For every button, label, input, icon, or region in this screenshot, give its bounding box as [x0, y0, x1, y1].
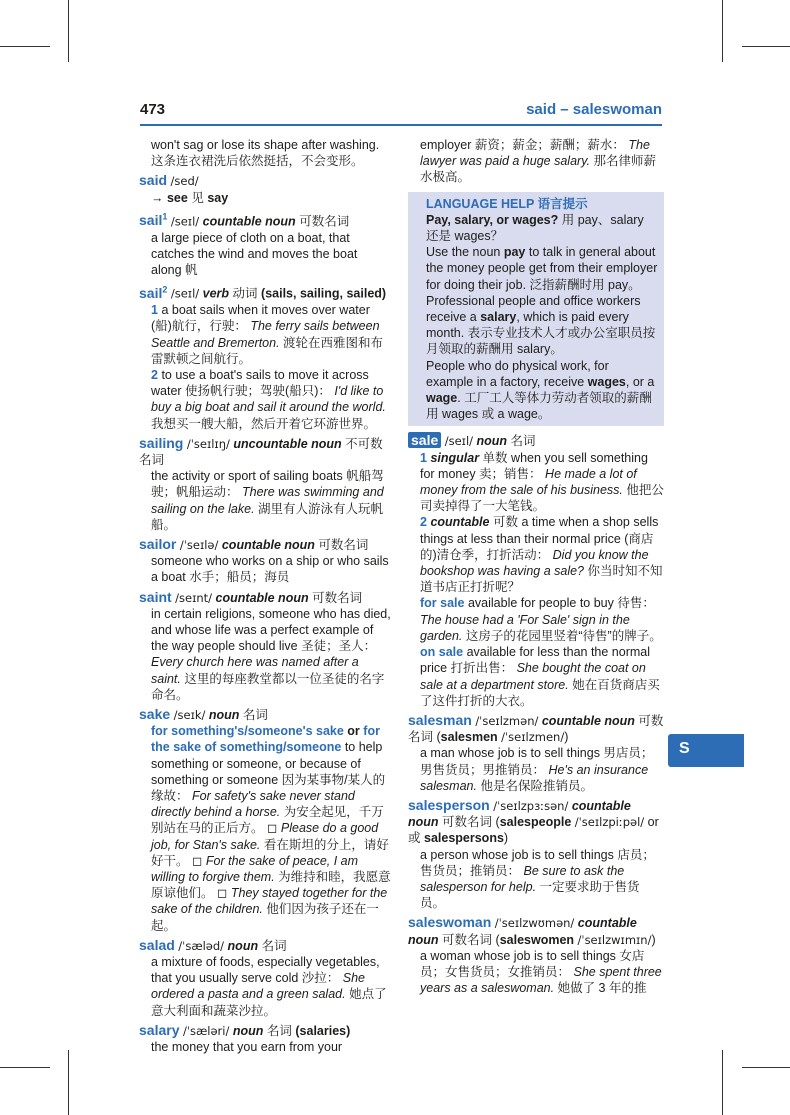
example: He made a lot of money from the sale of his business.: [420, 466, 637, 498]
definition: employer 薪资；薪金；薪酬；薪水：: [420, 138, 625, 152]
headword: salad: [139, 936, 175, 953]
arrow-icon: →: [151, 190, 164, 205]
word-class-zh: 动词: [232, 286, 258, 301]
word-class: countable noun: [408, 798, 631, 830]
pronunciation: /ˈseɪlə/: [179, 537, 219, 552]
word-class: noun: [208, 708, 240, 723]
definition: to use a boat's sails to move it across water 使扬帆行驶；驾驶(船只)：: [151, 367, 369, 399]
word-class: noun: [227, 938, 259, 953]
word-class: noun: [476, 434, 508, 449]
example: The ferry sails between Seattle and Bremerton.: [151, 319, 380, 350]
see-label: see: [166, 190, 188, 205]
pronunciation: /seɪl/: [444, 434, 474, 449]
definition: available for less than the normal price 打折出售：: [420, 645, 650, 676]
example-translation: 为安全起见，千万别站在马的正后方。: [151, 805, 384, 836]
example-translation: 湖里有人游泳有人玩帆船。: [151, 501, 384, 532]
or-label: or: [347, 724, 360, 739]
language-help-paragraph: People who do physical work, for example in a factory, receive wages, or a wage. 工厂工人等体力劳动者领取的薪酬用 wages 或 a wage。: [426, 358, 655, 422]
entry-said: [139, 172, 391, 205]
inflections: (salesmen /ˈseɪlzmen/): [436, 730, 569, 745]
pronunciation: /ˈseɪlzmən/: [475, 713, 539, 728]
headword: salesperson: [408, 796, 490, 813]
language-help-box: [408, 192, 664, 427]
sense-number: 2: [151, 367, 158, 382]
word-class: uncountable noun: [233, 436, 342, 451]
pronunciation: /ˈseɪlzwʊmən/: [494, 916, 575, 931]
continuation-text: [408, 137, 664, 186]
headword: sail$^1$: [139, 211, 168, 229]
headword: said: [139, 172, 168, 189]
definition: to help something or someone, or because of something or someone 因为某事物/某人的缘故：: [151, 740, 386, 804]
entry-sail-2: [139, 281, 391, 431]
continuation-text: won't sag or lose its shape after washing. 这条连衣裙洗后依然挺括，不会变形。: [151, 138, 380, 169]
entry-sale: [408, 432, 664, 708]
definition: someone who works on a ship or who sails a boat 水手；船员；海员: [151, 554, 389, 585]
word-class: verb: [202, 286, 230, 301]
sense-number: 2: [420, 515, 427, 530]
definition: a man whose job is to sell things 男店员；男售货员；男推销员：: [420, 746, 654, 777]
inflections: (sails, sailing, sailed): [261, 286, 387, 301]
pronunciation: /ˈseɪlzpɜːsən/: [493, 798, 569, 813]
crop-mark: [0, 46, 50, 47]
headword: salesman: [408, 711, 472, 728]
example: Please do a good job, for Stan's sake.: [151, 821, 379, 852]
example-translation: 看在斯坦的分上，请好好干。: [151, 837, 389, 868]
definition: a mixture of foods, especially vegetables, that you usually serve cold 沙拉：: [151, 955, 380, 986]
word-class: noun: [232, 1023, 264, 1038]
example: For the sake of peace, I am willing to forgive them.: [151, 853, 359, 885]
crop-mark: [68, 1050, 69, 1115]
definition: the money that you earn from your: [151, 1040, 343, 1055]
entry-salesperson: [408, 797, 664, 911]
guide-words: said – saleswoman: [526, 101, 662, 118]
word-class-zh: 名词: [510, 434, 536, 449]
language-help-question-zh: 用 pay、salary 还是 wages？: [426, 212, 644, 244]
word-class: countable noun: [408, 916, 637, 947]
example: The lawyer was paid a huge salary.: [420, 138, 650, 169]
entry-sailing: [139, 435, 391, 533]
crop-mark: [742, 1067, 790, 1068]
example: Every church here was named after a saint.: [151, 655, 359, 686]
phrase: for sale: [420, 596, 465, 611]
cross-ref-link[interactable]: say: [207, 190, 229, 205]
example: She bought the coat on sale at a department store.: [420, 661, 646, 692]
example-translation: 他把公司卖掉得了一大笔钱。: [420, 483, 664, 514]
definition: a time when a shop sells things at less than their normal price (商店的)清仓季，打折活动：: [420, 515, 659, 562]
letter-thumb-tab: [668, 734, 744, 767]
example: She ordered a pasta and a green salad.: [151, 971, 366, 1002]
example: I'd like to buy a big boat and sail it around the world.: [151, 384, 386, 415]
see-label-zh: 见: [191, 190, 204, 205]
word-class-zh: 不可数名词: [139, 436, 383, 467]
crop-mark: [0, 1067, 50, 1068]
example-translation: 你当时知不知道书店正打折呢？: [420, 564, 663, 595]
entry-saleswoman: [408, 914, 664, 996]
headword: sail$^2$: [139, 284, 168, 301]
definition: available for people to buy 待售：: [467, 596, 655, 611]
example-translation: 她点了意大利面和蔬菜沙拉。: [151, 987, 387, 1018]
word-class-zh: 可数名词: [442, 815, 493, 830]
pronunciation: /sed/: [170, 174, 199, 189]
entry-salesman: [408, 712, 664, 794]
inflections: (saleswomen /ˈseɪlzwɪmɪn/): [495, 932, 656, 947]
phrase: for the sake of something/someone: [151, 724, 380, 755]
inflections: (salespeople /ˈseɪlzpiːpəl/ or 或 salespersons): [408, 815, 659, 846]
entry-salad: [139, 937, 391, 1019]
bullet-icon: ◻: [217, 886, 228, 901]
word-class-zh: 可数名词: [408, 713, 664, 745]
crop-mark: [722, 1050, 723, 1115]
grammar-label: countable: [430, 515, 490, 530]
column-right: [408, 137, 664, 999]
header-rule: [140, 124, 662, 126]
word-class-zh: 名词: [242, 708, 268, 723]
example-translation: 她做了 3 年的推: [557, 981, 647, 996]
example-translation: 我想买一艘大船，然后开着它环游世界。: [151, 416, 377, 431]
inflections: (salaries): [295, 1023, 351, 1038]
definition: when you sell something for money 卖；销售：: [420, 450, 648, 481]
language-help-paragraph: Use the noun pay to talk in general about the money people get from their employer for doing their job. 泛指薪酬时用 pay。: [426, 245, 658, 292]
pronunciation: /ˈsæləd/: [178, 938, 225, 953]
headword: saleswoman: [408, 914, 492, 931]
word-class-zh: 可数名词: [299, 214, 350, 229]
headword: sailing: [139, 434, 184, 451]
headword: saint: [139, 588, 172, 605]
example: Did you know the bookshop was having a sale?: [420, 547, 649, 579]
sense-number: 1: [420, 450, 427, 465]
example-translation: 他是名保险推销员。: [480, 778, 593, 793]
pronunciation: /seɪk/: [173, 708, 206, 723]
phrase: on sale: [420, 645, 464, 660]
pronunciation: /ˈseɪlɪŋ/: [186, 436, 230, 451]
word-class-zh: 名词: [261, 938, 287, 953]
crop-mark: [742, 46, 790, 47]
headword: sake: [139, 706, 171, 723]
entry-salary: [139, 1022, 391, 1055]
word-class: countable noun: [202, 214, 296, 229]
definition: a woman whose job is to sell things 女店员；女售货员；女推销员：: [420, 948, 645, 979]
language-help-paragraph: Professional people and office workers receive a salary, which is paid every month. 表示专业技术人才或办公室职员按月领取的薪酬用 salary。: [426, 293, 656, 357]
example: They stayed together for the sake of the children.: [151, 886, 388, 917]
example: Be sure to ask the salesperson for help.: [420, 863, 625, 894]
crop-mark: [722, 0, 723, 62]
example: She spent three years as a saleswoman.: [420, 964, 662, 996]
definition: a boat sails when it moves over water (船)航行，行驶：: [151, 303, 370, 334]
word-class-zh: 可数名词: [442, 932, 493, 947]
thumb-letter: S: [679, 740, 690, 757]
word-class: countable noun: [221, 537, 315, 552]
column-left: [139, 137, 391, 1058]
pronunciation: /ˈsæləri/: [182, 1023, 230, 1038]
definition: a person whose job is to sell things 店员；售货员；推销员：: [420, 847, 655, 878]
example-translation: 一定要求助于售货员。: [420, 879, 640, 911]
page-number: 473: [140, 101, 166, 118]
grammar-label-zh: 单数: [482, 450, 508, 465]
sense-number: 1: [151, 303, 158, 318]
entry-saint: [139, 589, 391, 703]
pronunciation: /seɪnt/: [175, 590, 213, 605]
example-translation: 渡轮在西雅图和布雷默顿之间航行。: [151, 335, 384, 366]
entry-sake: [139, 706, 391, 934]
pronunciation: /seɪl/: [170, 214, 200, 229]
bullet-icon: ◻: [267, 821, 278, 836]
example-translation: 为维持和睦，我愿意原谅他们。: [151, 870, 391, 901]
phrase: for something's/someone's sake: [151, 724, 344, 739]
example: There was swimming and sailing on the lake.: [151, 485, 384, 516]
pronunciation: /seɪl/: [170, 286, 200, 301]
bullet-icon: ◻: [192, 853, 203, 868]
headword: sailor: [139, 535, 177, 552]
definition: a large piece of cloth on a boat, that catches the wind and moves the boat along 帆: [151, 230, 358, 278]
example: He's an insurance salesman.: [420, 762, 649, 793]
entry-sail-1: [139, 209, 391, 278]
language-help-question: Pay, salary, or wages?: [426, 212, 559, 227]
definition: in certain religions, someone who has died, and whose life was a perfect example of the way people should live 圣徒；圣人：: [151, 606, 391, 654]
example: The house had a 'For Sale' sign in the garden.: [420, 612, 630, 643]
grammar-label: singular: [430, 450, 480, 465]
example-translation: 这里的每座教堂都以一位圣徒的名字命名。: [151, 671, 385, 702]
crop-mark: [68, 0, 69, 62]
entry-sailor: [139, 536, 391, 586]
headword: salary: [139, 1021, 180, 1038]
word-class-zh: 名词: [266, 1023, 292, 1038]
word-class-zh: 可数名词: [312, 590, 363, 605]
word-class-zh: 可数名词: [318, 537, 369, 552]
headword-highlighted: sale: [408, 432, 441, 448]
example-translation: 那名律师薪水极高。: [420, 154, 656, 185]
example-translation: 她在百货商店买了这件打折的大衣。: [420, 677, 660, 708]
word-class: countable noun: [541, 713, 635, 728]
word-class: countable noun: [215, 590, 309, 605]
example: For safety's sake never stand directly behind a horse.: [151, 789, 355, 820]
example-translation: 他们因为孩子还在一起。: [151, 902, 379, 933]
definition: the activity or sport of sailing boats 帆船驾驶；帆船运动：: [151, 469, 384, 500]
grammar-label-zh: 可数: [492, 515, 518, 530]
language-help-title: LANGUAGE HELP 语言提示: [426, 196, 588, 211]
example-translation: 这房子的花园里竖着“待售”的牌子。: [465, 628, 662, 643]
